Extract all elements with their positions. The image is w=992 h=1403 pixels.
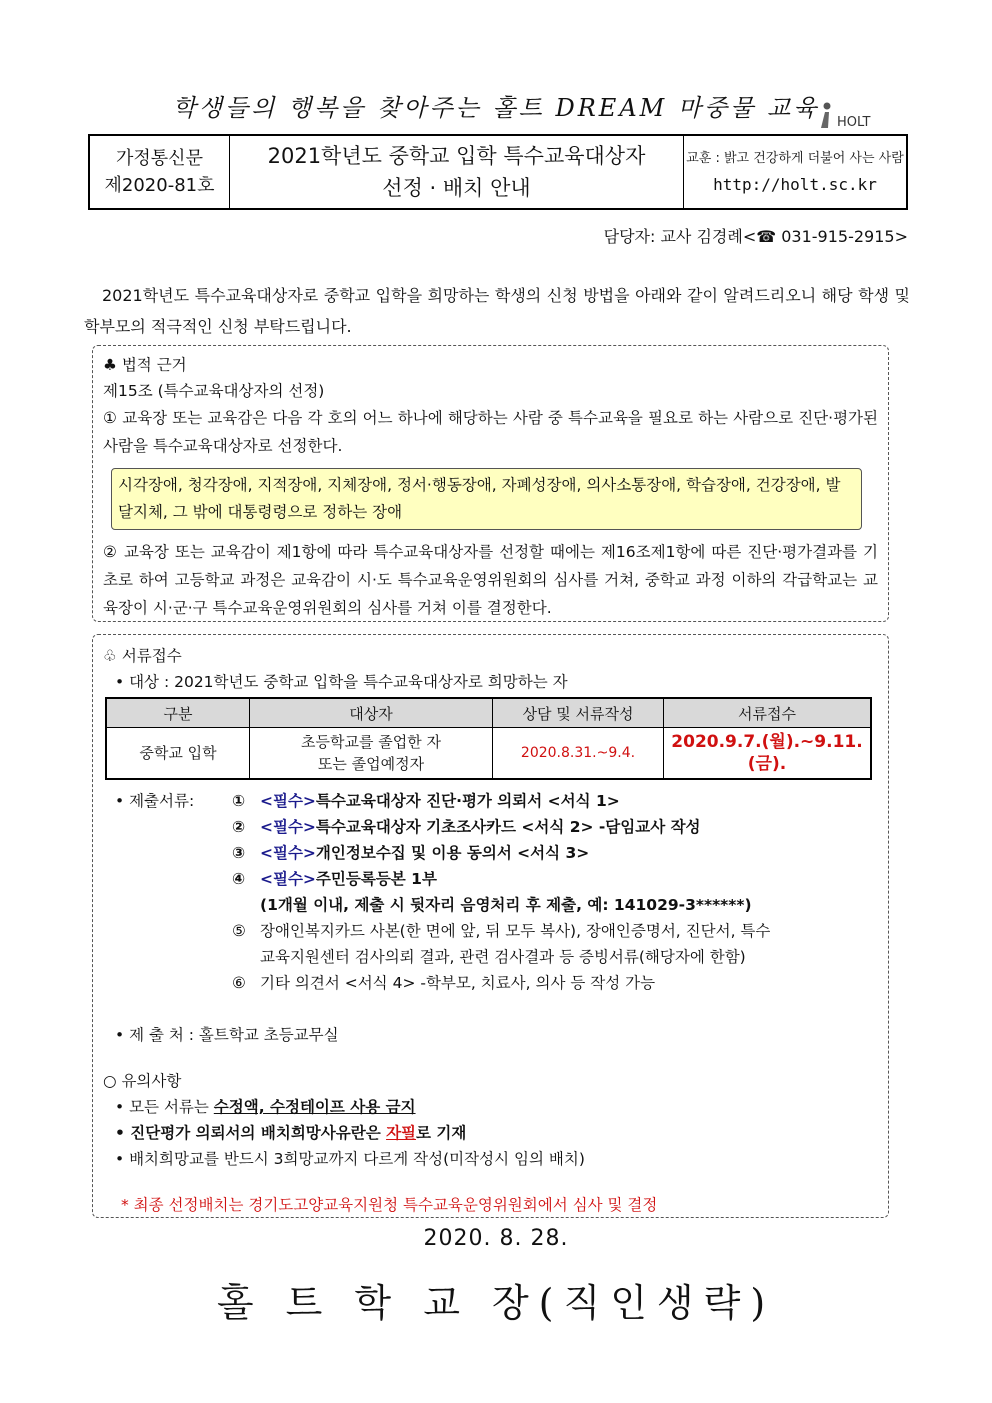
reception-heading: ♧ 서류접수 — [103, 647, 182, 665]
notice-title-cell — [230, 136, 684, 208]
note-1: • 모든 서류는 수정액, 수정테이프 사용 금지 — [115, 1098, 416, 1116]
list-item: ③ <필수>개인정보수집 및 이용 동의서 <서식 3> — [232, 844, 590, 862]
school-info-cell — [684, 136, 906, 208]
doc5-line2: 교육지원센터 검사의뢰 결과, 관련 검사결과 등 증빙서류(해당자에 한함) — [260, 948, 746, 966]
note-3: • 배치희망교를 반드시 3희망교까지 다르게 작성(미작성시 임의 배치) — [115, 1150, 585, 1168]
notes-heading: ○ 유의사항 — [103, 1072, 182, 1090]
col-header-category: 구분 — [106, 698, 250, 728]
contact-info: 담당자: 교사 김경례<☎ 031-915-2915> — [603, 227, 908, 246]
disability-list: 시각장애, 청각장애, 지적장애, 지체장애, 정서·행동장애, 자폐성장애, 의사소통장애, 학습장애, 건강장애, 발달지체, 그 밖에 대통령령으로 정하는 장애 — [111, 468, 862, 530]
schedule-table — [105, 697, 872, 780]
slogan: 학생들의 행복을 찾아주는 홀트 DREAM 마중물 교육 — [172, 94, 820, 122]
logo-text: HOLT — [837, 115, 871, 130]
school-motto: 교훈 : 밝고 건강하게 더불어 사는 사람 — [686, 151, 904, 166]
doc6-text: 기타 의견서 <서식 4> -학부모, 치료사, 의사 등 작성 가능 — [260, 974, 656, 992]
col-header-consult: 상담 및 서류작성 — [493, 698, 664, 728]
cell-submit-period: 2020.9.7.(월).~9.11.(금). — [664, 728, 872, 780]
notice-header-table — [88, 134, 908, 210]
table-row — [106, 728, 871, 780]
list-item: ② <필수>특수교육대상자 기초조사카드 <서식 2> -담임교사 작성 — [232, 818, 701, 836]
cell-category: 중학교 입학 — [106, 728, 250, 780]
submission-place: • 제 출 처 : 홀트학교 초등교무실 — [115, 1026, 339, 1044]
legal-clause-1: ① 교육장 또는 교육감은 다음 각 호의 어느 하나에 해당하는 사람 중 특수교육을 필요로 하는 사람으로 진단·평가된 사람을 특수교육대상자로 선정한다. — [103, 409, 878, 455]
legal-heading: ♣ 법적 근거 — [103, 356, 187, 374]
school-logo — [815, 98, 875, 132]
legal-article: 제15조 (특수교육대상자의 선정) — [103, 382, 325, 400]
cell-target-line1: 초등학교를 졸업한 자 — [301, 733, 441, 751]
col-header-submit: 서류접수 — [664, 698, 872, 728]
table-header-row — [106, 698, 871, 728]
docs-label: • 제출서류: — [115, 792, 195, 810]
principal-signature: 홀 트 학 교 장(직인생략) — [216, 1281, 776, 1325]
note-2: • 진단평가 의뢰서의 배치희망사유란은 자필로 기재 — [115, 1124, 467, 1142]
list-item: ⑥ 기타 의견서 <서식 4> -학부모, 치료사, 의사 등 작성 가능 — [232, 970, 770, 996]
list-item: ① <필수>특수교육대상자 진단·평가 의뢰서 <서식 1> — [232, 792, 620, 810]
list-item: ④ <필수>주민등록등본 1부 — [232, 870, 437, 888]
required-docs-list — [232, 788, 770, 996]
notice-number: 제2020-81호 — [104, 175, 215, 196]
cell-target-line2: 또는 졸업예정자 — [317, 755, 425, 773]
doc5-line1: 장애인복지카드 사본(한 면에 앞, 뒤 모두 복사), 장애인증명서, 진단서, 특수 — [260, 922, 771, 940]
legal-basis-box — [92, 345, 889, 622]
intro-paragraph: 2021학년도 특수교육대상자로 중학교 입학을 희망하는 학생의 신청 방법을 아래와 같이 알려드리오니 해당 학생 및 학부모의 적극적인 신청 부탁드립니다. — [84, 286, 910, 336]
cell-consult-period: 2020.8.31.~9.4. — [493, 728, 664, 780]
required-docs — [103, 788, 878, 996]
reception-box — [92, 634, 889, 1218]
notice-title-line2: 선정 · 배치 안내 — [382, 176, 531, 200]
legal-clause-2: ② 교육장 또는 교육감이 제1항에 따라 특수교육대상자를 선정할 때에는 제16조제1항에 따른 진단·평가결과를 기초로 하여 고등학교 과정은 교육감이 시·도 특수교육운영위원회의 심사를 거쳐, 중학교 과정 이하의 각급학교는 교육장이 시·군·구 특수교육운영위원회의 심사를 거쳐 이를 결정한다. — [103, 543, 878, 617]
list-item: ⑤ 장애인복지카드 사본(한 면에 앞, 뒤 모두 복사), 장애인증명서, 진단서, 특수 — [232, 918, 770, 944]
notice-title-line1: 2021학년도 중학교 입학 특수교육대상자 — [267, 144, 646, 168]
cell-target — [250, 728, 493, 780]
notice-type: 가정통신문 — [116, 148, 203, 169]
col-header-target: 대상자 — [250, 698, 493, 728]
notice-id-cell — [90, 136, 230, 208]
school-url[interactable]: http://holt.sc.kr — [713, 175, 877, 194]
reception-target: • 대상 : 2021학년도 중학교 입학을 특수교육대상자로 희망하는 자 — [115, 673, 568, 691]
issue-date: 2020. 8. 28. — [423, 1226, 569, 1251]
doc4-note: (1개월 이내, 제출 시 뒷자리 음영처리 후 제출, 예: 141029-3******) — [260, 896, 752, 914]
final-note: * 최종 선정배치는 경기도고양교육지원청 특수교육운영위원회에서 심사 및 결정 — [121, 1196, 658, 1214]
